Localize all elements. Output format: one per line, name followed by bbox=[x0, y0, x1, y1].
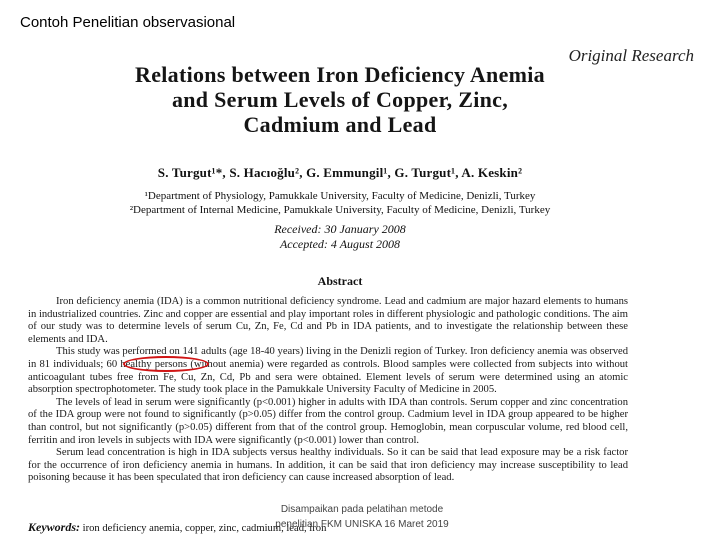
keywords-label: Keywords: bbox=[28, 520, 80, 534]
received-date: Received: 30 January 2008 bbox=[274, 222, 406, 236]
footer-line: Disampaikan pada pelatihan metode bbox=[280, 504, 444, 515]
slide-title: Contoh Penelitian observasional bbox=[20, 14, 236, 31]
article-type-label: Original Research bbox=[568, 46, 694, 65]
highlight-oval bbox=[123, 356, 209, 372]
abstract-paragraph: Iron deficiency anemia (IDA) is a common nutritional deficiency syndrome. Lead and cadmium are major hazard elements to humans in industrialized countries. Zinc and copper are essential and play important roles in different physiologic and pathologic conditions. The aim of our study was to determine levels of serum Cu, Zn, Fe, Cd and Pb in IDA patients, and to investigate the relationship between these elements and IDA. bbox=[28, 296, 628, 345]
affiliation-line: ²Department of Internal Medicine, Pamukkale University, Faculty of Medicine, Denizli, Turkey bbox=[129, 204, 551, 216]
abstract-heading: Abstract bbox=[317, 274, 363, 288]
slide-footer bbox=[262, 502, 462, 532]
paper-title bbox=[30, 62, 650, 137]
keywords-text: iron deficiency anemia, copper, zinc, cadmium, lead, iron bbox=[82, 523, 327, 534]
footer-line: penelitian FKM UNISKA 16 Maret 2019 bbox=[275, 519, 449, 530]
publication-dates bbox=[40, 222, 640, 252]
abstract-paragraph: Serum lead concentration is high in IDA subjects versus healthy individuals. So it can be said that lead exposure may be a risk factor for the occurrence of iron deficiency anemia in humans. In addition, it can be said that iron deficiency may increase susceptibility to lead poisoning because it has been speculated that iron deficiency can cause increased absorption of lead. bbox=[28, 447, 628, 484]
abstract-paragraph: The levels of lead in serum were significantly (p<0.001) higher in adults with IDA than controls. Serum copper and zinc concentration of the IDA group were not found to significantly (p>0.05) differ from the control group. Cadmium level in IDA group appeared to be higher than control, but not significantly (p>0.05) different from that of the control group. Hemoglobin, mean corpuscular volume, red blood cell, ferritin and iron levels in subjects with IDA were significantly (p<0.001) lower than control. bbox=[28, 396, 628, 446]
abstract-body bbox=[28, 296, 628, 485]
abstract-paragraph: This study was performed on 141 adults (age 18-40 years) living in the Denizli region of Turkey. Iron deficiency anemia was observed in 81 individuals; 60 healthy persons (without anemia) were regarded as controls. Blood samples were collected from subjects into without anticoagulant tubes free from Fe, Cu, Zn, Cd, Pb and sera were obtained. Element levels of serum were determined using an atomic absorption spectrophotometer. The study took place in the Pamukkale University Faculty of Medicine in 2005. bbox=[28, 346, 628, 396]
affiliations bbox=[40, 189, 640, 217]
paper-title-line: and Serum Levels of Copper, Zinc, bbox=[171, 87, 509, 112]
paper-title-line: Relations between Iron Deficiency Anemia bbox=[135, 62, 545, 87]
paper-title-line: Cadmium and Lead bbox=[243, 112, 437, 137]
affiliation-line: ¹Department of Physiology, Pamukkale University, Faculty of Medicine, Denizli, Turkey bbox=[144, 190, 536, 202]
accepted-date: Accepted: 4 August 2008 bbox=[279, 237, 401, 251]
author-list: S. Turgut¹*, S. Hacıoğlu², G. Emmungil¹, G. Turgut¹, A. Keskin² bbox=[157, 165, 523, 180]
